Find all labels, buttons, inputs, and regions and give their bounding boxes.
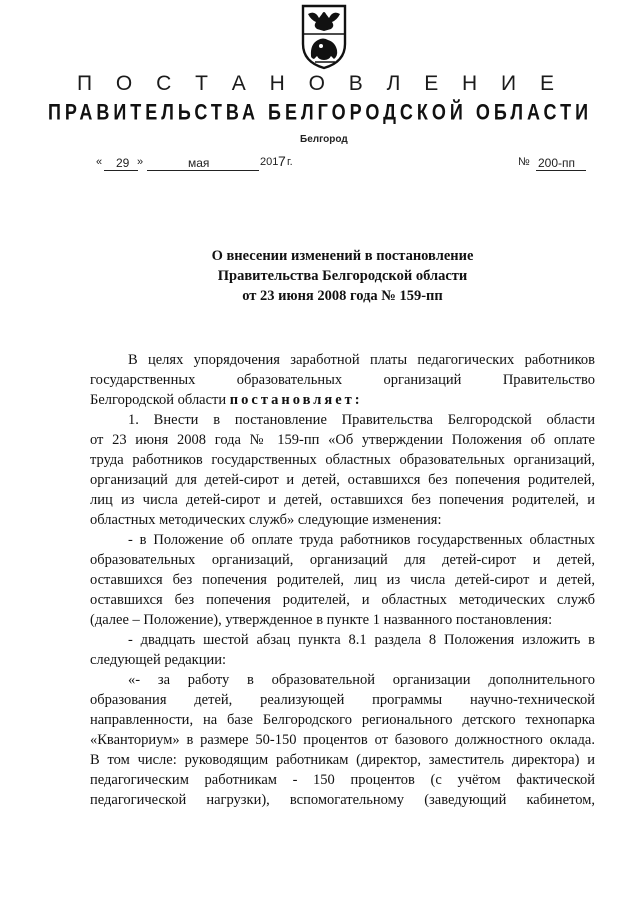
body-line: «- за работу в образовательной организации дополнительного [128,672,595,688]
number-underline [536,170,586,171]
body-line: организаций для детей-сирот и детей, оставшихся без попечения родителей, [90,472,595,488]
decree-word: постановляет: [229,392,363,408]
body-line: направленности, на базе Белгородского регионального детского технопарка [90,712,595,728]
date-close-quote: » [137,156,144,168]
date-month: мая [188,156,210,170]
document-type-heading: П О С Т А Н О В Л Е Н И Е [76,72,563,95]
issuer-heading: ПРАВИТЕЛЬСТВА БЕЛГОРОДСКОЙ ОБЛАСТИ [47,99,593,125]
date-open-quote: « [96,156,103,168]
body-line: В целях упорядочения заработной платы педагогических работников [128,352,595,368]
body-line: «Кванториум» в размере 50-150 процентов от базового должностного оклада. [90,732,595,748]
body-line: областных методических служб» следующие изменения: [90,512,442,528]
body-line: образования детей, реализующей программы научно-технической [90,692,595,708]
date-year-prefix: 201 [260,156,279,168]
body-text: Белгородской области [90,392,227,408]
body-line: (далее – Положение), утвержденное в пункте 1 названного постановления: [90,612,553,628]
date-year-end: г. [287,156,293,168]
date-number-line [92,153,592,176]
body-line: В том числе: руководящим работникам (директор, заместитель директора) и [90,752,595,768]
body-line: - двадцать шестой абзац пункта 8.1 раздела 8 Положения изложить в [128,632,595,648]
body-line: государственных образовательных организаций Правительство [90,372,595,388]
body-line: следующей редакции: [90,652,227,668]
body-line: образовательных организаций, организаций для детей-сирот и детей, [90,552,595,568]
body-line: оставшихся без попечения родителей, лиц из числа детей-сирот и детей, [90,572,595,588]
title-line: О внесении изменений в постановление [211,248,474,264]
body-line: 1. Внести в постановление Правительства Белгородской области [128,412,595,428]
title-line: от 23 июня 2008 года № 159-пп [242,288,443,304]
body-line: труда работников государственных областных образовательных организаций, [90,452,595,468]
body-line [90,390,595,410]
day-underline [104,170,138,171]
city-label: Белгород [300,134,348,145]
month-underline [147,170,259,171]
body-line: педагогическим работникам - 150 процентов (с учётом фактической [90,772,595,788]
body-line: оставшихся без попечения родителей, и областных методических служб [90,592,595,608]
date-year-suffix: 7 [278,153,286,169]
body-line: педагогической нагрузки), вспомогательному (заведующий кабинетом, [90,792,595,808]
title-line: Правительства Белгородской области [217,268,468,284]
date-day: 29 [116,156,130,170]
belgorod-coat-of-arms-icon [301,4,347,70]
body-line: от 23 июня 2008 года № 159-пп «Об утверждении Положения об оплате [90,432,595,448]
document-title [90,246,595,306]
body-line: лиц из числа детей-сирот и детей, оставшихся без попечения родителей, и [90,492,595,508]
body-line: - в Положение об оплате труда работников государственных областных [128,532,595,548]
document-number: 200-пп [538,156,576,170]
number-label: № [518,156,530,168]
document-body [90,350,595,810]
